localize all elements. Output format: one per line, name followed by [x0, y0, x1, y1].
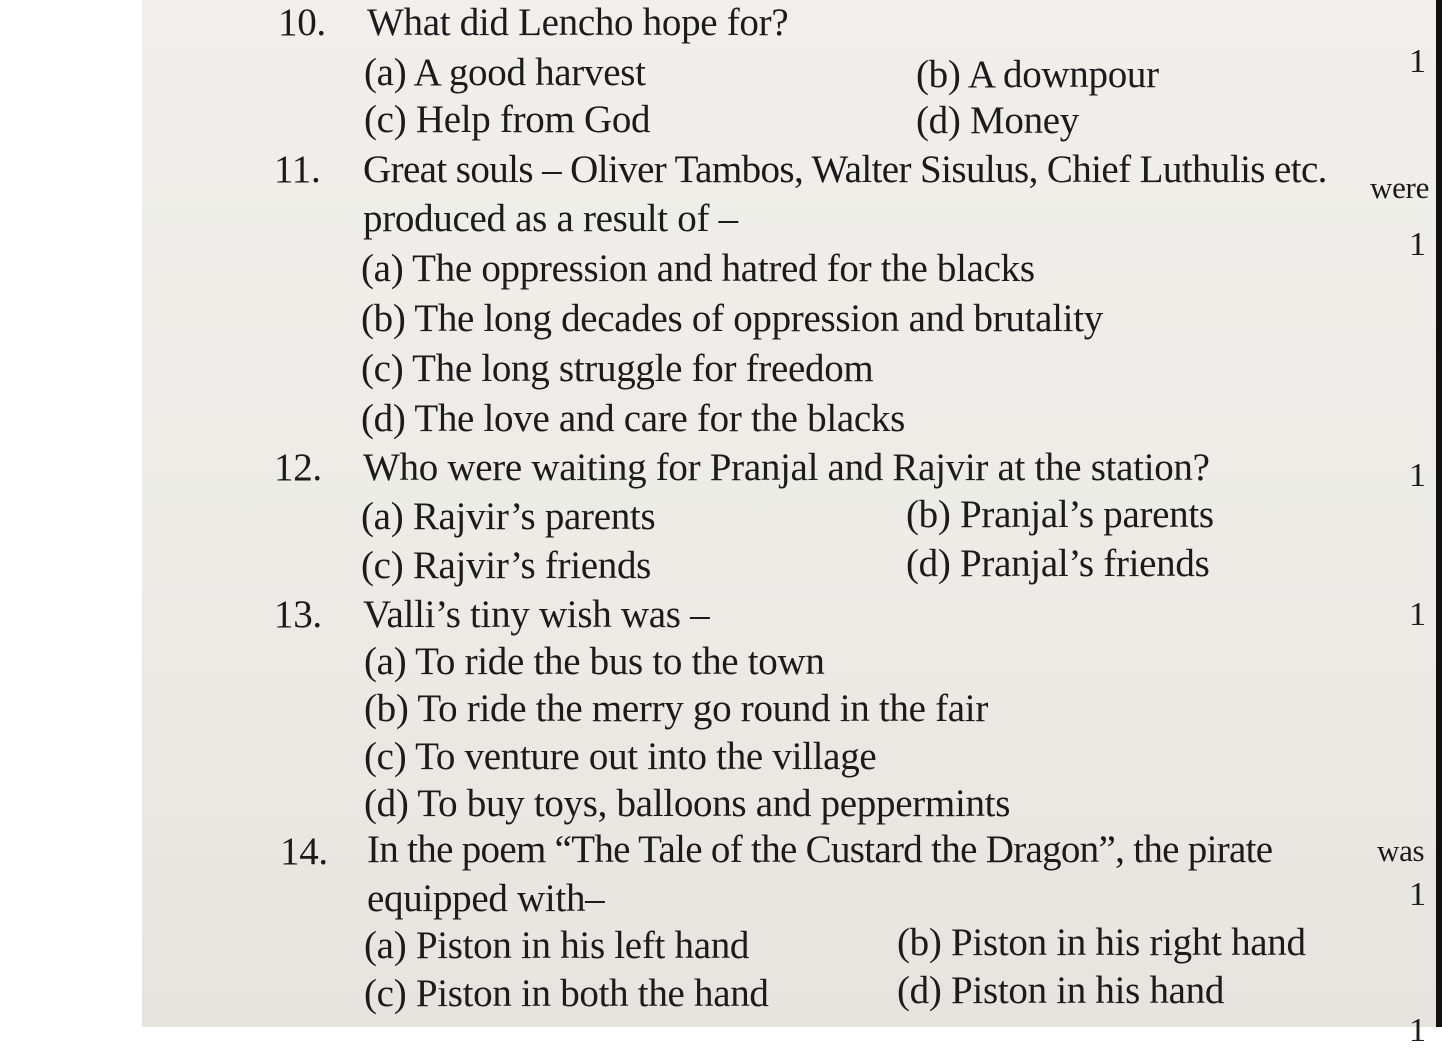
question-14-marks: 1: [1409, 876, 1426, 913]
question-10-option-b: (b) A downpour: [916, 53, 1159, 96]
question-11-option-b: (b) The long decades of oppression and brutality: [361, 297, 1103, 340]
question-11-text-line2: produced as a result of –: [363, 197, 738, 240]
question-10-option-d: (d) Money: [916, 99, 1080, 142]
question-14-option-a: (a) Piston in his left hand: [364, 924, 750, 967]
question-13-number: 13.: [274, 593, 322, 636]
question-13-option-c: (c) To venture out into the village: [364, 735, 877, 778]
cut-off-marks: 1: [1409, 1012, 1426, 1049]
question-11-option-d: (d) The love and care for the blacks: [361, 397, 905, 440]
question-12-number: 12.: [274, 446, 322, 489]
question-13-option-a: (a) To ride the bus to the town: [364, 640, 825, 683]
question-12-option-c: (c) Rajvir’s friends: [361, 544, 652, 587]
question-10-option-a: (a) A good harvest: [364, 51, 646, 94]
question-14-number: 14.: [280, 830, 328, 873]
question-14-option-d: (d) Piston in his hand: [897, 969, 1225, 1012]
question-12-marks: 1: [1409, 457, 1426, 494]
question-11-option-c: (c) The long struggle for freedom: [361, 347, 874, 390]
page-edge-shadow: [1436, 0, 1442, 1027]
question-14-option-b: (b) Piston in his right hand: [897, 921, 1306, 964]
question-10-marks: 1: [1409, 43, 1426, 80]
question-14-text-line1-tail: was: [1377, 833, 1425, 868]
question-10-text: What did Lencho hope for?: [367, 1, 789, 44]
question-12-option-d: (d) Pranjal’s friends: [906, 542, 1210, 585]
question-13-option-d: (d) To buy toys, balloons and peppermints: [364, 782, 1011, 825]
question-10-option-c: (c) Help from God: [364, 98, 651, 141]
question-11-number: 11.: [274, 148, 321, 191]
question-12-option-a: (a) Rajvir’s parents: [361, 495, 656, 538]
question-14-option-c: (c) Piston in both the hand: [364, 972, 769, 1015]
question-14-text-line1: In the poem “The Tale of the Custard the Dragon”, the pirate: [367, 828, 1273, 871]
question-11-option-a: (a) The oppression and hatred for the blacks: [361, 247, 1035, 290]
question-11-marks: 1: [1409, 226, 1426, 263]
question-14-text-line2: equipped with–: [367, 877, 605, 920]
question-12-text: Who were waiting for Pranjal and Rajvir at the station?: [363, 446, 1210, 489]
question-12-option-b: (b) Pranjal’s parents: [906, 493, 1214, 536]
question-11-text-line1: Great souls – Oliver Tambos, Walter Sisulus, Chief Luthulis etc.: [363, 148, 1327, 191]
question-13-option-b: (b) To ride the merry go round in the fair: [364, 687, 989, 730]
question-11-text-line1-tail: were: [1370, 170, 1430, 205]
question-10-number: 10.: [278, 1, 326, 44]
question-13-text: Valli’s tiny wish was –: [363, 593, 710, 636]
question-13-marks: 1: [1409, 596, 1426, 633]
